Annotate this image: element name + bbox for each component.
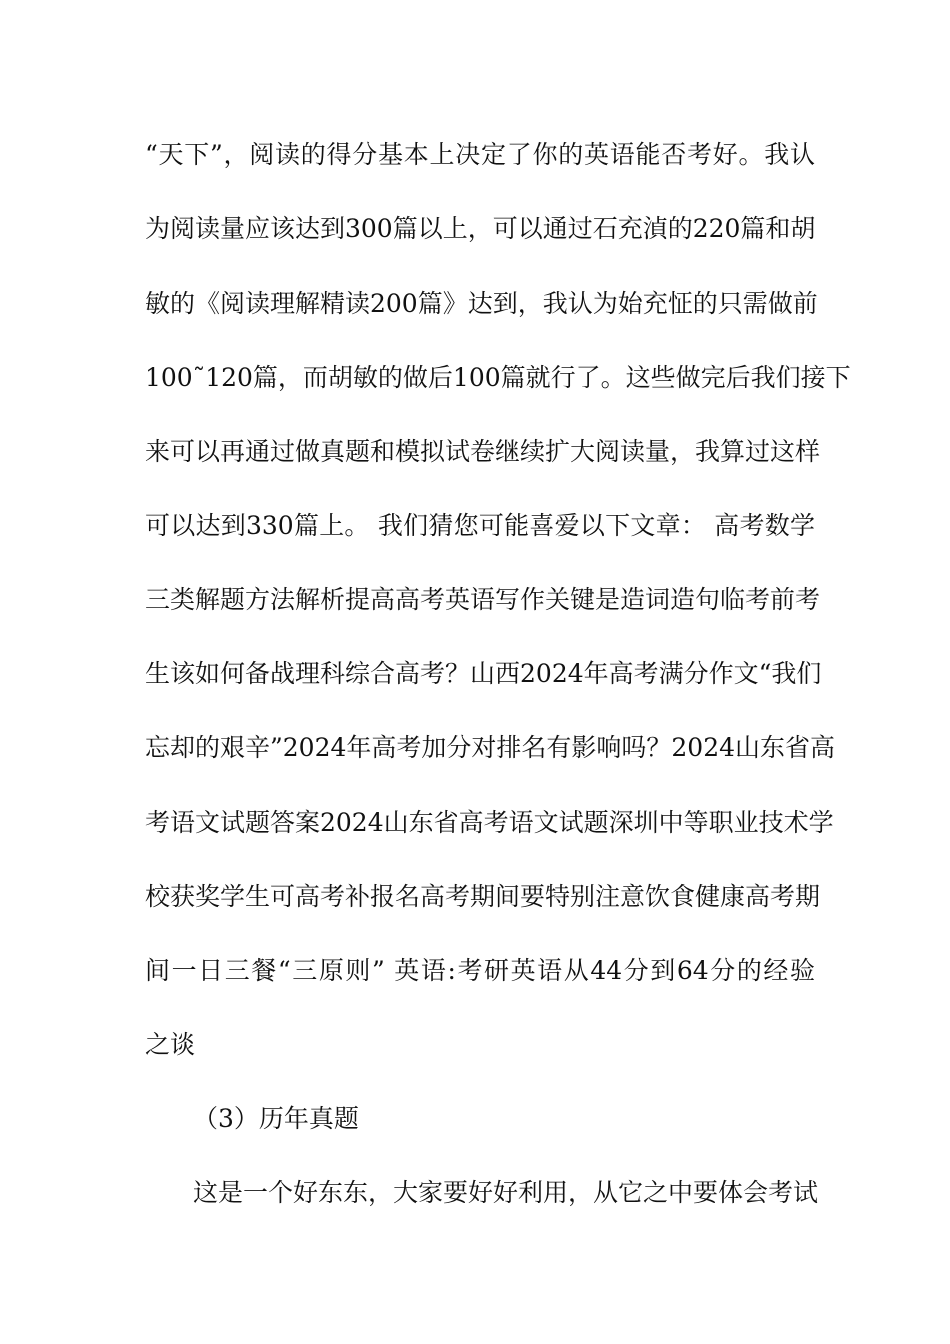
paragraph-line: 考语文试题答案2024山东省高考语文试题深圳中等职业技术学 [145,808,834,837]
paragraph-line: 100˜120篇，而胡敏的做后100篇就行了。这些做完后我们接下 [145,363,851,392]
paragraph-line: 间一日三餐“三原则” 英语:考研英语从44分到64分的经验 [145,956,815,985]
paragraph-line: 生该如何备战理科综合高考？山西2024年高考满分作文“我们 [145,659,822,688]
paragraph-line: 三类解题方法解析提高高考英语写作关键是造词造句临考前考 [145,585,821,614]
paragraph-line: “天下”，阅读的得分基本上决定了你的英语能否考好。我认 [145,140,815,169]
paragraph-line: 校获奖学生可高考补报名高考期间要特别注意饮食健康高考期 [145,882,821,911]
paragraph-line: 为阅读量应该达到300篇以上，可以通过石充湞的220篇和胡 [145,214,816,243]
section-heading: （3）历年真题 [193,1104,359,1133]
paragraph-line: 忘却的艰辛”2024年高考加分对排名有影响吗？2024山东省高 [145,733,836,762]
paragraph-line: 这是一个好东东，大家要好好利用，从它之中要体会考试 [193,1178,819,1207]
paragraph-line: 来可以再通过做真题和模拟试卷继续扩大阅读量，我算过这样 [145,437,821,466]
paragraph-line: 可以达到330篇上。 我们猜您可能喜爱以下文章： 高考数学 [145,511,815,540]
paragraph-line: 敏的《阅读理解精读200篇》达到，我认为始充怔的只需做前 [145,289,818,318]
paragraph-line: 之谈 [145,1030,196,1059]
